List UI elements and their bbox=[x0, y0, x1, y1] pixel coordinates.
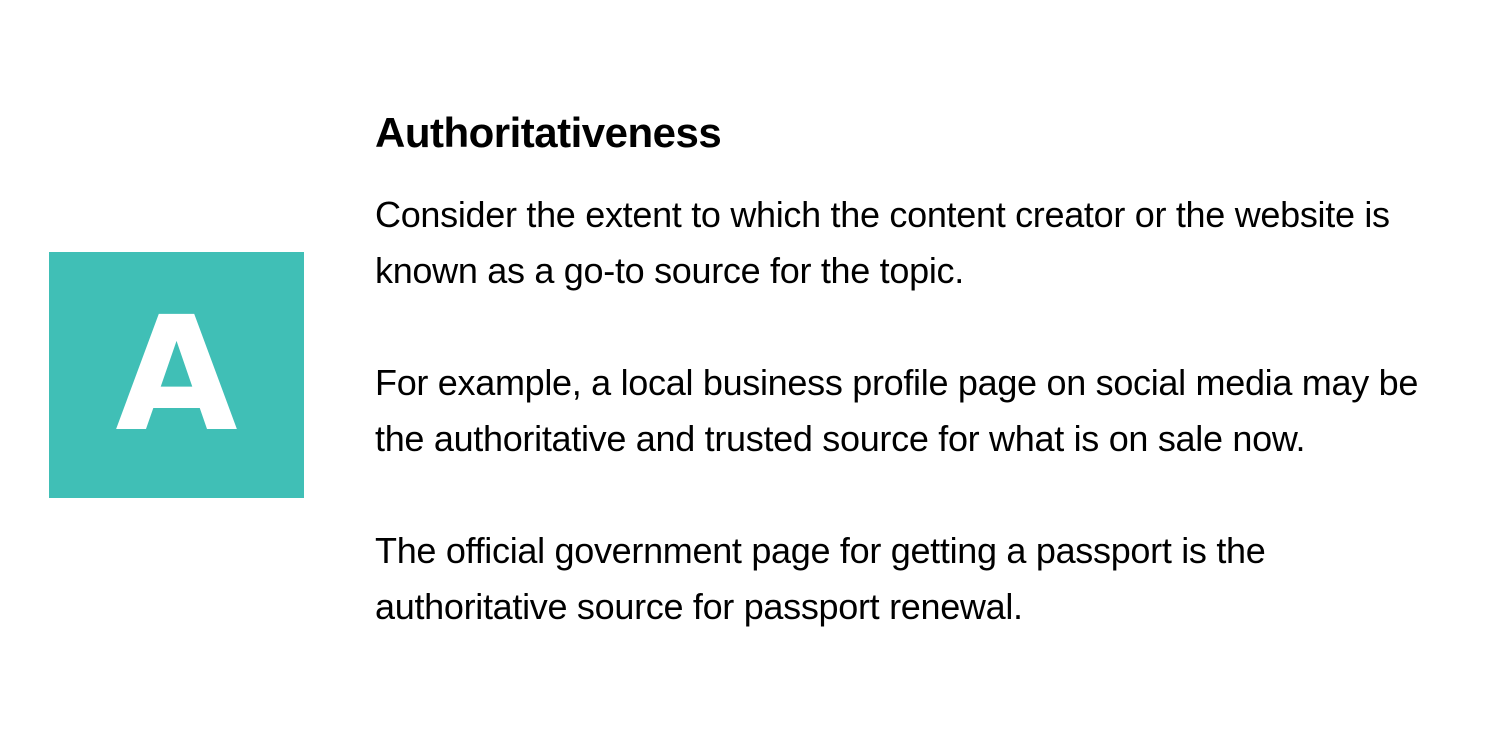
letter-tile bbox=[49, 252, 304, 498]
section-heading: Authoritativeness bbox=[375, 109, 722, 156]
content-section bbox=[375, 110, 1455, 635]
letter-a-glyph: A bbox=[115, 283, 238, 467]
paragraph-example-passport: The official government page for getting a passport is the authoritative source for passport renewal. bbox=[375, 530, 1266, 628]
paragraph-definition: Consider the extent to which the content creator or the website is known as a go-to source for the topic. bbox=[375, 194, 1390, 292]
paragraph-example-business: For example, a local business profile page on social media may be the authoritative and trusted source for what is on sale now. bbox=[375, 362, 1419, 460]
